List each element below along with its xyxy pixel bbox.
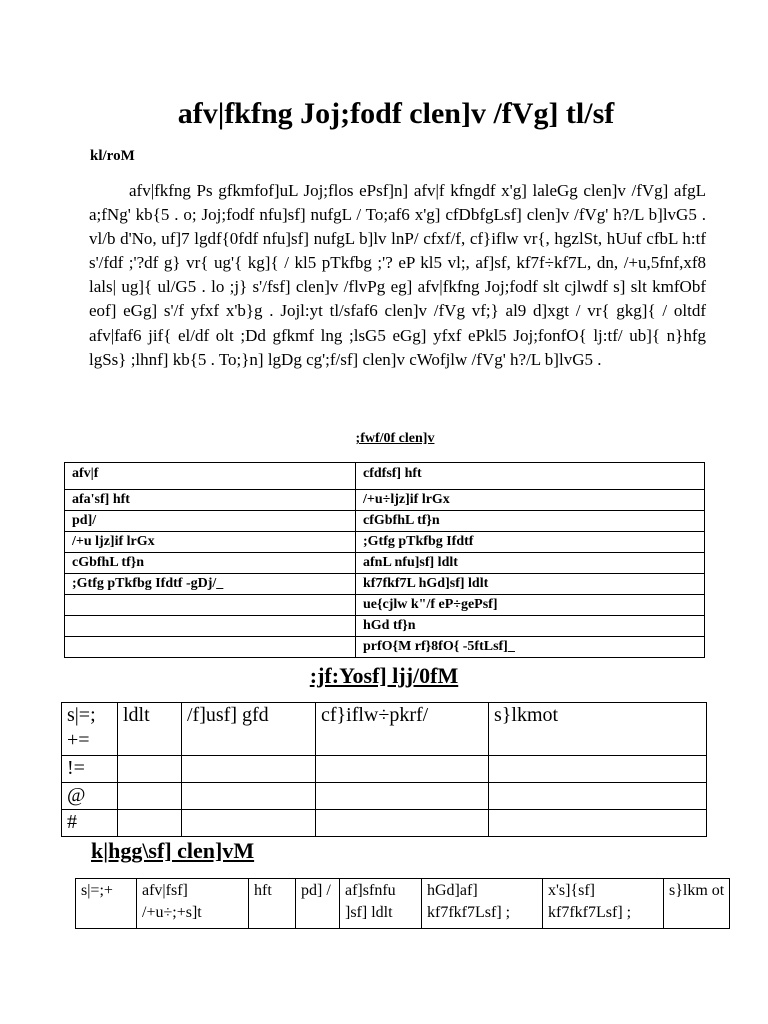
general-records-cell: afv|f bbox=[65, 463, 356, 490]
general-records-row bbox=[65, 595, 705, 616]
health-details-cell: @ bbox=[62, 783, 118, 810]
health-details-cell bbox=[489, 756, 707, 783]
health-details-cell: s|=; += bbox=[62, 703, 118, 756]
breeding-records-table bbox=[75, 878, 730, 929]
general-records-row bbox=[65, 616, 705, 637]
health-details-table-body bbox=[62, 703, 707, 837]
breeding-records-cell: hft bbox=[249, 879, 296, 929]
general-records-cell: prfO{M rf}8fO{ -5ftLsf]_ bbox=[356, 637, 705, 658]
health-details-heading: :jf:Yosf] ljj/0fM bbox=[309, 663, 459, 688]
health-details-cell bbox=[316, 756, 489, 783]
breeding-records-table-body bbox=[76, 879, 730, 929]
general-records-row bbox=[65, 490, 705, 511]
general-records-table-body bbox=[65, 463, 705, 658]
health-details-row bbox=[62, 756, 707, 783]
health-details-cell: # bbox=[62, 810, 118, 837]
general-records-cell: hGd tf}n bbox=[356, 616, 705, 637]
breeding-records-cell: s|=;+ bbox=[76, 879, 137, 929]
general-records-table bbox=[64, 462, 705, 658]
general-records-cell bbox=[65, 616, 356, 637]
general-records-row bbox=[65, 553, 705, 574]
breeding-records-cell: s}lkm ot bbox=[664, 879, 730, 929]
health-details-cell: ldlt bbox=[118, 703, 182, 756]
health-details-cell: s}lkmot bbox=[489, 703, 707, 756]
general-records-row bbox=[65, 463, 705, 490]
breeding-records-cell: af]sfnfu ]sf] ldlt bbox=[340, 879, 422, 929]
general-records-cell: afa'sf] hft bbox=[65, 490, 356, 511]
health-details-row bbox=[62, 810, 707, 837]
general-records-cell bbox=[65, 637, 356, 658]
general-records-cell: kf7fkf7L hGd]sf] ldlt bbox=[356, 574, 705, 595]
breeding-records-cell: x's]{sf] kf7fkf7Lsf] ; bbox=[543, 879, 664, 929]
health-details-cell bbox=[316, 810, 489, 837]
general-records-cell: /+u ljz]if lrGx bbox=[65, 532, 356, 553]
health-details-cell bbox=[182, 783, 316, 810]
general-records-row bbox=[65, 511, 705, 532]
breeding-records-header-row bbox=[76, 879, 730, 929]
general-records-cell: pd]/ bbox=[65, 511, 356, 532]
general-records-cell: ;Gtfg pTkfbg Ifdtf -gDj/_ bbox=[65, 574, 356, 595]
health-details-cell bbox=[316, 783, 489, 810]
breeding-records-heading: k|hgg\sf] clen]vM bbox=[91, 838, 255, 863]
health-details-cell bbox=[118, 756, 182, 783]
general-records-cell: /+u÷ljz]if lrGx bbox=[356, 490, 705, 511]
general-records-cell: afnL nfu]sf] ldlt bbox=[356, 553, 705, 574]
general-records-cell: cfdfsf] hft bbox=[356, 463, 705, 490]
health-details-cell bbox=[118, 810, 182, 837]
health-details-cell bbox=[182, 756, 316, 783]
health-details-table bbox=[61, 702, 707, 837]
breeding-records-cell: pd] / bbox=[296, 879, 340, 929]
health-details-cell bbox=[489, 783, 707, 810]
intro-paragraph: afv|fkfng Ps gfkmfof]uL Joj;flos ePsf]n] afv|f kfngdf x'g] laleGg clen]v /fVg] afgL a;fNg' kb{5 . o; Joj;fodf nfu]sf] nufgL / To;af6 x'g] cfDbfgLsf] clen]v /fVg' h?/L b]lvG5 . vl/b d'No, uf]7 lgdf{0fdf nfu]sf] nufgL b]lv lnP/ cfxf/f, cf}iflw vr{, hgzlSt, hUuf cfbL h:tf s'/fdf ;'?df g} vr{ ug'{ kg]{ / kl5 pTkfbg ;'? eP kl5 vl;, af]sf, kf7f÷kf7L, dn, /+u,5fnf,xf8 lals| ug]{ ul/G5 . lo ;j} s'/fsf] clen]v /flvPg eg] afv|fkfng Joj;fodf slt cjlwdf s] slt kmfObf eof] eGg] s'/f yfxf x'b}g . Jojl:yt tl/sfaf6 clen]v /fVg vf;} al9 d]xgt / vr{ gkg]{ / oltdf afv|faf6 jif{ el/df olt ;Dd gfkmf lng ;lsG5 eGg] yfxf ePkl5 Joj;fonfO{ lj:tf/ ub]{ n}hfg lgSs} ;lhnf] kb{5 . To;}n] lgDg cg';f/sf] clen]v cWofjlw /fVg' h?/L b]lvG5 . bbox=[89, 181, 706, 369]
general-records-row bbox=[65, 532, 705, 553]
general-records-row bbox=[65, 637, 705, 658]
general-records-cell: ue{cjlw k"/f eP÷gePsf] bbox=[356, 595, 705, 616]
health-details-header-row bbox=[62, 703, 707, 756]
health-details-cell: /f]usf] gfd bbox=[182, 703, 316, 756]
general-records-cell: cfGbfhL tf}n bbox=[356, 511, 705, 532]
intro-heading: kl/roM bbox=[90, 148, 135, 164]
general-records-heading: ;fwf/0f clen]v bbox=[355, 431, 435, 446]
general-records-row bbox=[65, 574, 705, 595]
breeding-records-cell: hGd]af] kf7fkf7Lsf] ; bbox=[422, 879, 543, 929]
health-details-row bbox=[62, 783, 707, 810]
breeding-records-cell: afv|fsf] /+u÷;+s]t bbox=[137, 879, 249, 929]
health-details-cell: != bbox=[62, 756, 118, 783]
health-details-cell bbox=[489, 810, 707, 837]
health-details-cell bbox=[118, 783, 182, 810]
health-details-cell bbox=[182, 810, 316, 837]
general-records-cell: ;Gtfg pTkfbg Ifdtf bbox=[356, 532, 705, 553]
general-records-cell bbox=[65, 595, 356, 616]
document-title: afv|fkfng Joj;fodf clen]v /fVg] tl/sf bbox=[177, 97, 615, 130]
general-records-cell: cGbfhL tf}n bbox=[65, 553, 356, 574]
health-details-cell: cf}iflw÷pkrf/ bbox=[316, 703, 489, 756]
